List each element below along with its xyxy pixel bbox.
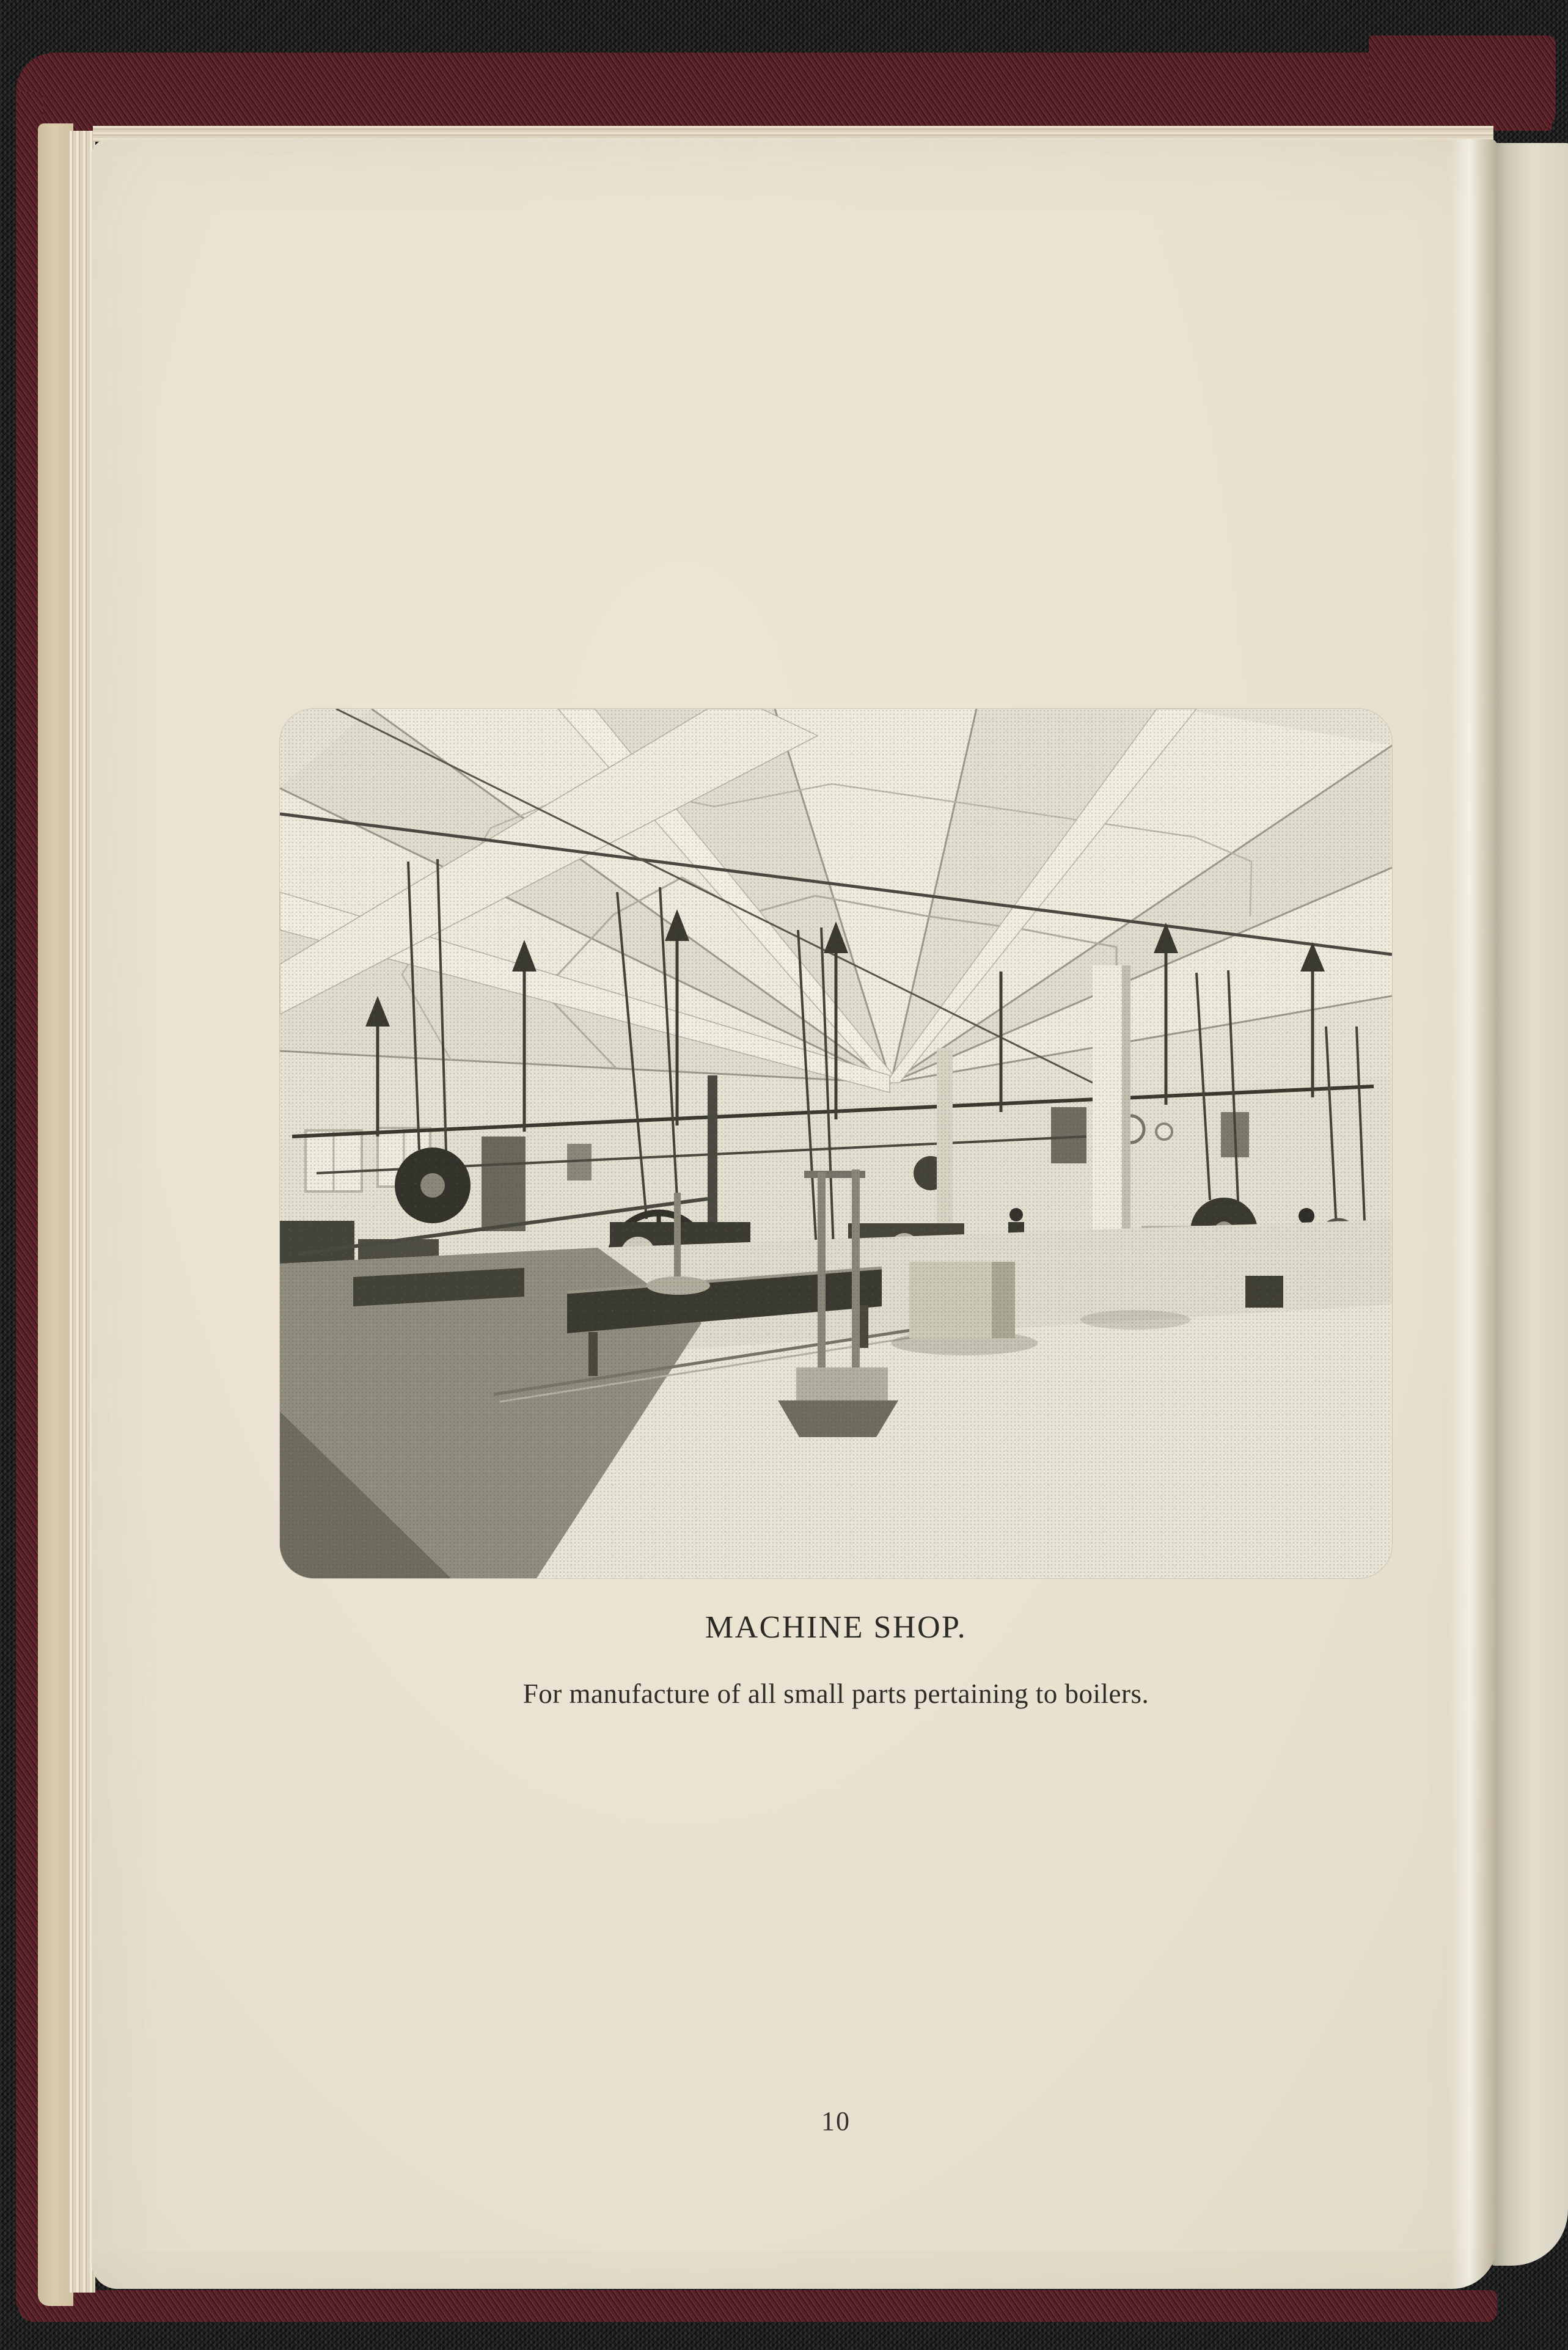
page-number: 10 — [821, 2106, 851, 2136]
book-page — [92, 139, 1497, 2289]
photo-caption-description: For manufacture of all small parts pertaining to boilers. — [522, 1678, 1149, 1709]
endpaper-edge — [38, 123, 73, 2306]
next-page-edge — [1491, 143, 1568, 2266]
book-cover-bottom-edge — [18, 2290, 1497, 2322]
book-cover-top-edge — [16, 53, 1552, 131]
photo-caption-title: MACHINE SHOP. — [705, 1610, 967, 1645]
machine-shop-photograph — [280, 709, 1392, 1578]
book-cover-top-right-edge — [1369, 35, 1556, 131]
machine-shop-photo-illustration — [280, 709, 1392, 1578]
page-content — [188, 139, 1484, 2289]
